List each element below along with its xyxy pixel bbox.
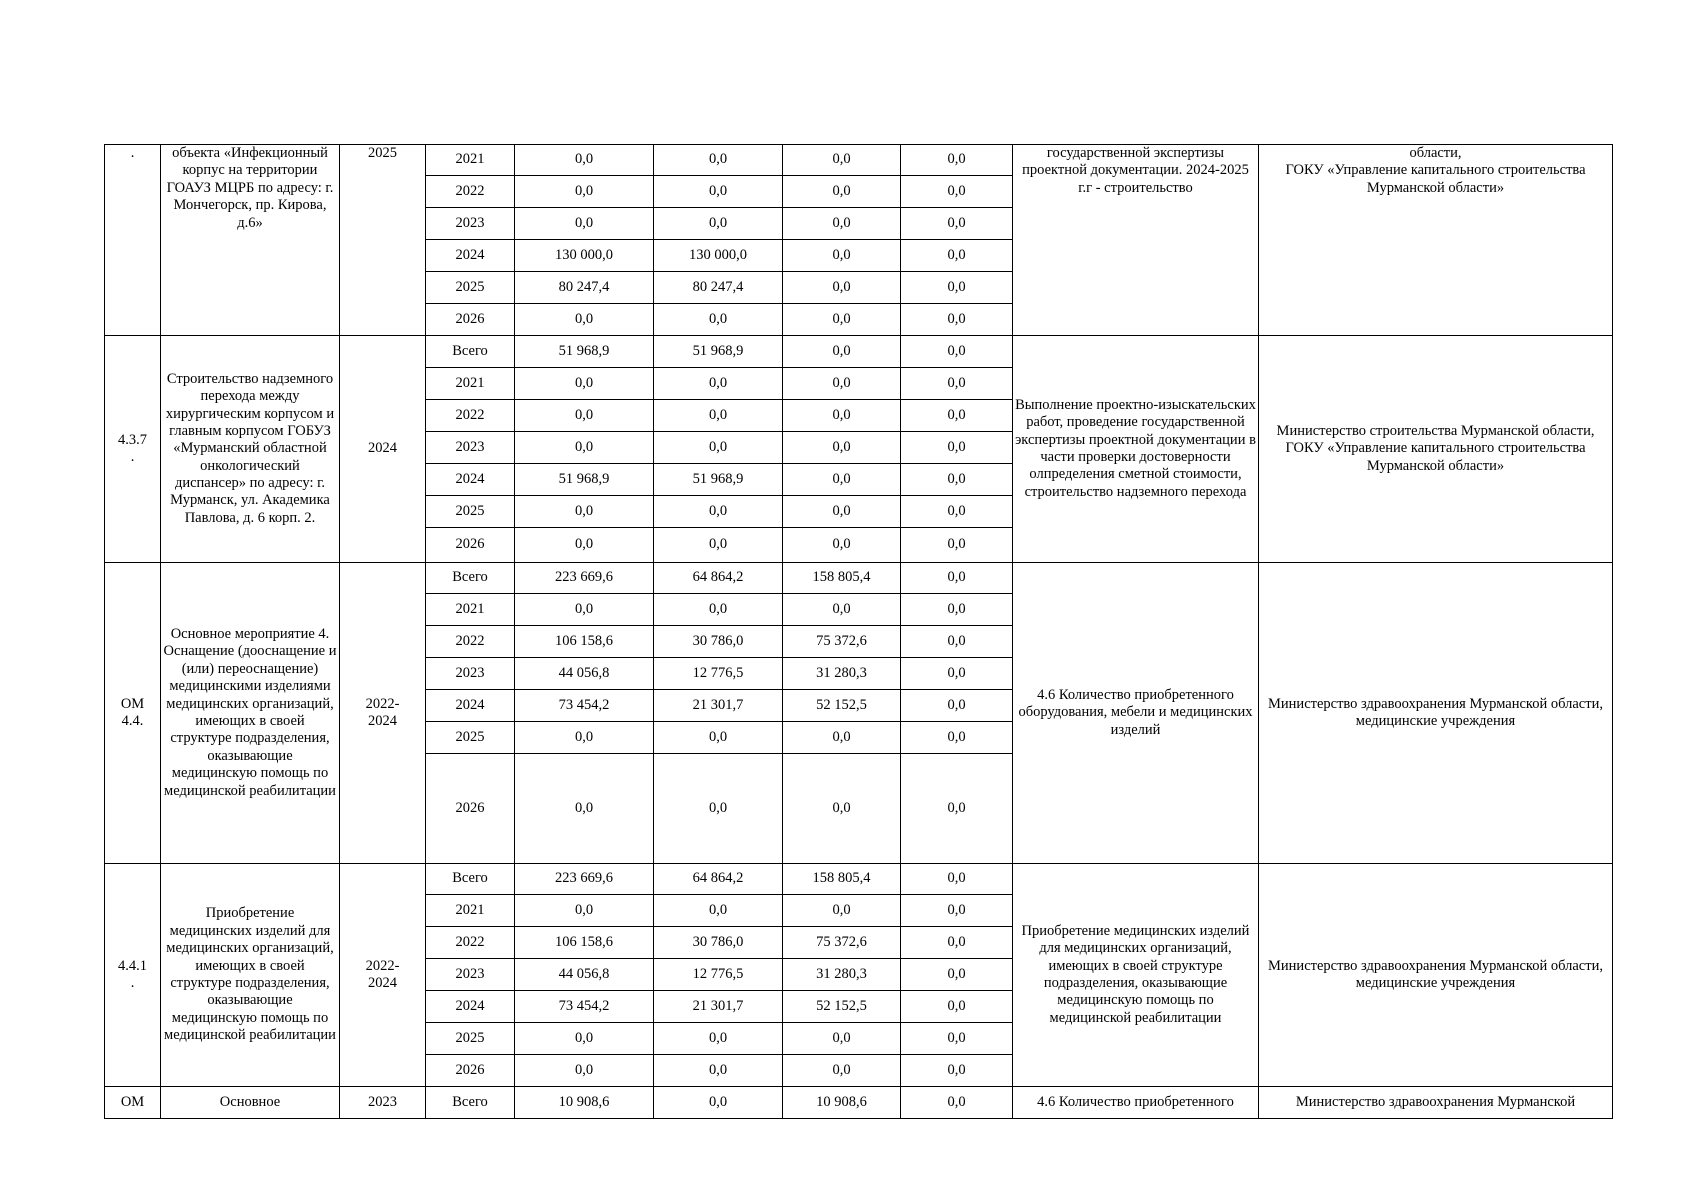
funding-cell-1: 51 968,9 bbox=[654, 336, 783, 368]
year-cell: 2022 bbox=[426, 927, 515, 959]
year-cell: 2022 bbox=[426, 626, 515, 658]
year-cell: 2022 bbox=[426, 400, 515, 432]
funding-cell-1: 64 864,2 bbox=[654, 563, 783, 594]
funding-cell-1: 0,0 bbox=[654, 594, 783, 626]
funding-cell-1: 21 301,7 bbox=[654, 991, 783, 1023]
total-cell: 106 158,6 bbox=[515, 927, 654, 959]
year-cell: 2023 bbox=[426, 658, 515, 690]
total-cell: 0,0 bbox=[515, 304, 654, 336]
table-row bbox=[105, 336, 1613, 368]
year-cell: 2024 bbox=[426, 690, 515, 722]
funding-cell-2: 0,0 bbox=[783, 272, 901, 304]
year-cell: 2021 bbox=[426, 594, 515, 626]
item-number-cell: 4.4.1 . bbox=[105, 864, 161, 1087]
period-cell: 2024 bbox=[340, 336, 426, 563]
year-cell: 2026 bbox=[426, 754, 515, 864]
total-cell: 44 056,8 bbox=[515, 658, 654, 690]
total-cell: 0,0 bbox=[515, 145, 654, 176]
funding-cell-1: 30 786,0 bbox=[654, 626, 783, 658]
total-cell: 73 454,2 bbox=[515, 690, 654, 722]
item-name-cell: объекта «Инфекционный корпус на территории ГОАУЗ МЦРБ по адресу: г. Мончегорск, пр. Кирова, д.6» bbox=[161, 145, 340, 336]
executor-cell: области, ГОКУ «Управление капитального строительства Мурманской области» bbox=[1259, 145, 1613, 336]
item-number-cell: ОМ 4.4. bbox=[105, 563, 161, 864]
total-cell: 44 056,8 bbox=[515, 959, 654, 991]
item-number-cell: 4.3.7 . bbox=[105, 336, 161, 563]
funding-cell-2: 0,0 bbox=[783, 432, 901, 464]
total-cell: 0,0 bbox=[515, 594, 654, 626]
period-cell: 2025 bbox=[340, 145, 426, 336]
funding-cell-2: 0,0 bbox=[783, 400, 901, 432]
year-cell: 2025 bbox=[426, 496, 515, 528]
funding-cell-1: 0,0 bbox=[654, 1087, 783, 1119]
funding-cell-1: 30 786,0 bbox=[654, 927, 783, 959]
total-cell: 223 669,6 bbox=[515, 563, 654, 594]
funding-cell-1: 0,0 bbox=[654, 1023, 783, 1055]
funding-cell-1: 21 301,7 bbox=[654, 690, 783, 722]
total-cell: 106 158,6 bbox=[515, 626, 654, 658]
funding-cell-1: 0,0 bbox=[654, 754, 783, 864]
year-cell: 2023 bbox=[426, 959, 515, 991]
year-cell: 2025 bbox=[426, 1023, 515, 1055]
total-cell: 0,0 bbox=[515, 1055, 654, 1087]
item-name-cell: Приобретение медицинских изделий для медицинских организаций, имеющих в своей структуре подразделения, оказывающие медицинскую помощь по медицинской реабилитации bbox=[161, 864, 340, 1087]
funding-cell-3: 0,0 bbox=[901, 1087, 1013, 1119]
funding-cell-2: 31 280,3 bbox=[783, 658, 901, 690]
total-cell: 0,0 bbox=[515, 754, 654, 864]
item-name-cell: Основное bbox=[161, 1087, 340, 1119]
total-cell: 0,0 bbox=[515, 400, 654, 432]
total-cell: 0,0 bbox=[515, 432, 654, 464]
total-cell: 73 454,2 bbox=[515, 991, 654, 1023]
year-cell: 2026 bbox=[426, 1055, 515, 1087]
funding-cell-2: 75 372,6 bbox=[783, 626, 901, 658]
funding-cell-2: 158 805,4 bbox=[783, 864, 901, 895]
funding-cell-2: 0,0 bbox=[783, 895, 901, 927]
total-cell: 0,0 bbox=[515, 1023, 654, 1055]
funding-cell-2: 0,0 bbox=[783, 176, 901, 208]
funding-cell-1: 0,0 bbox=[654, 1055, 783, 1087]
funding-cell-1: 51 968,9 bbox=[654, 464, 783, 496]
result-cell: Выполнение проектно-изыскательских работ, проведение государственной экспертизы проектной документации в части проверки достоверности олпределения сметной стоимости, строительство надземного перехода bbox=[1013, 336, 1259, 563]
total-cell: 51 968,9 bbox=[515, 336, 654, 368]
executor-cell: Министерство здравоохранения Мурманской области, медицинские учреждения bbox=[1259, 563, 1613, 864]
funding-cell-1: 0,0 bbox=[654, 368, 783, 400]
funding-cell-2: 75 372,6 bbox=[783, 927, 901, 959]
funding-cell-3: 0,0 bbox=[901, 432, 1013, 464]
funding-cell-1: 0,0 bbox=[654, 432, 783, 464]
funding-cell-3: 0,0 bbox=[901, 895, 1013, 927]
item-name-cell: Основное мероприятие 4. Оснащение (дооснащение и (или) переоснащение) медицинскими изделиями медицинских организаций, имеющих в своей структуре подразделения, оказывающие медицинскую помощь по медицинской реабилитации bbox=[161, 563, 340, 864]
funding-cell-3: 0,0 bbox=[901, 272, 1013, 304]
funding-cell-2: 0,0 bbox=[783, 145, 901, 176]
funding-cell-1: 0,0 bbox=[654, 496, 783, 528]
year-cell: Всего bbox=[426, 864, 515, 895]
period-cell: 2022- 2024 bbox=[340, 563, 426, 864]
item-number-cell: . bbox=[105, 145, 161, 336]
year-cell: 2021 bbox=[426, 368, 515, 400]
funding-cell-3: 0,0 bbox=[901, 176, 1013, 208]
year-cell: Всего bbox=[426, 1087, 515, 1119]
total-cell: 0,0 bbox=[515, 895, 654, 927]
item-number-cell: ОМ bbox=[105, 1087, 161, 1119]
total-cell: 10 908,6 bbox=[515, 1087, 654, 1119]
result-cell: Приобретение медицинских изделий для медицинских организаций, имеющих в своей структуре подразделения, оказывающие медицинскую помощь по медицинской реабилитации bbox=[1013, 864, 1259, 1087]
funding-cell-3: 0,0 bbox=[901, 754, 1013, 864]
funding-cell-2: 158 805,4 bbox=[783, 563, 901, 594]
funding-cell-1: 12 776,5 bbox=[654, 658, 783, 690]
funding-cell-3: 0,0 bbox=[901, 991, 1013, 1023]
total-cell: 0,0 bbox=[515, 176, 654, 208]
period-cell: 2022- 2024 bbox=[340, 864, 426, 1087]
funding-cell-1: 130 000,0 bbox=[654, 240, 783, 272]
table-row bbox=[105, 563, 1613, 594]
funding-cell-2: 0,0 bbox=[783, 1055, 901, 1087]
funding-cell-1: 64 864,2 bbox=[654, 864, 783, 895]
year-cell: 2023 bbox=[426, 208, 515, 240]
funding-cell-1: 80 247,4 bbox=[654, 272, 783, 304]
year-cell: Всего bbox=[426, 336, 515, 368]
funding-cell-3: 0,0 bbox=[901, 563, 1013, 594]
funding-cell-2: 52 152,5 bbox=[783, 690, 901, 722]
funding-cell-2: 0,0 bbox=[783, 336, 901, 368]
item-name-cell: Строительство надземного перехода между хирургическим корпусом и главным корпусом ГОБУЗ «Мурманский областной онкологический диспансер» по адресу: г. Мурманск, ул. Академика Павлова, д. 6 корп. 2. bbox=[161, 336, 340, 563]
year-cell: 2024 bbox=[426, 240, 515, 272]
total-cell: 0,0 bbox=[515, 368, 654, 400]
year-cell: 2025 bbox=[426, 272, 515, 304]
funding-cell-3: 0,0 bbox=[901, 626, 1013, 658]
total-cell: 0,0 bbox=[515, 528, 654, 563]
funding-cell-1: 0,0 bbox=[654, 400, 783, 432]
total-cell: 51 968,9 bbox=[515, 464, 654, 496]
table-body bbox=[105, 145, 1613, 1119]
funding-cell-3: 0,0 bbox=[901, 658, 1013, 690]
total-cell: 0,0 bbox=[515, 496, 654, 528]
funding-cell-2: 0,0 bbox=[783, 240, 901, 272]
result-cell: 4.6 Количество приобретенного оборудования, мебели и медицинских изделий bbox=[1013, 563, 1259, 864]
year-cell: 2024 bbox=[426, 464, 515, 496]
funding-cell-1: 0,0 bbox=[654, 145, 783, 176]
year-cell: 2026 bbox=[426, 304, 515, 336]
result-cell: государственной экспертизы проектной документации. 2024-2025 г.г - строительство bbox=[1013, 145, 1259, 336]
funding-cell-3: 0,0 bbox=[901, 240, 1013, 272]
funding-cell-2: 0,0 bbox=[783, 496, 901, 528]
period-cell: 2023 bbox=[340, 1087, 426, 1119]
funding-cell-2: 0,0 bbox=[783, 754, 901, 864]
funding-cell-3: 0,0 bbox=[901, 304, 1013, 336]
funding-cell-1: 0,0 bbox=[654, 722, 783, 754]
funding-cell-2: 0,0 bbox=[783, 1023, 901, 1055]
year-cell: 2022 bbox=[426, 176, 515, 208]
funding-cell-3: 0,0 bbox=[901, 336, 1013, 368]
executor-cell: Министерство здравоохранения Мурманской области, медицинские учреждения bbox=[1259, 864, 1613, 1087]
funding-cell-1: 0,0 bbox=[654, 895, 783, 927]
funding-cell-3: 0,0 bbox=[901, 722, 1013, 754]
year-cell: Всего bbox=[426, 563, 515, 594]
program-activities-table bbox=[104, 144, 1613, 1119]
funding-cell-3: 0,0 bbox=[901, 864, 1013, 895]
funding-cell-2: 0,0 bbox=[783, 528, 901, 563]
year-cell: 2023 bbox=[426, 432, 515, 464]
funding-cell-3: 0,0 bbox=[901, 368, 1013, 400]
funding-cell-1: 0,0 bbox=[654, 176, 783, 208]
year-cell: 2026 bbox=[426, 528, 515, 563]
funding-cell-3: 0,0 bbox=[901, 145, 1013, 176]
funding-cell-3: 0,0 bbox=[901, 927, 1013, 959]
executor-cell: Министерство строительства Мурманской области, ГОКУ «Управление капитального строительства Мурманской области» bbox=[1259, 336, 1613, 563]
funding-cell-2: 0,0 bbox=[783, 594, 901, 626]
funding-cell-3: 0,0 bbox=[901, 1023, 1013, 1055]
funding-cell-3: 0,0 bbox=[901, 959, 1013, 991]
funding-cell-2: 0,0 bbox=[783, 368, 901, 400]
funding-cell-1: 0,0 bbox=[654, 304, 783, 336]
funding-cell-3: 0,0 bbox=[901, 690, 1013, 722]
funding-cell-3: 0,0 bbox=[901, 528, 1013, 563]
funding-cell-2: 0,0 bbox=[783, 208, 901, 240]
funding-cell-2: 0,0 bbox=[783, 304, 901, 336]
funding-cell-1: 12 776,5 bbox=[654, 959, 783, 991]
total-cell: 80 247,4 bbox=[515, 272, 654, 304]
total-cell: 130 000,0 bbox=[515, 240, 654, 272]
executor-cell: Министерство здравоохранения Мурманской bbox=[1259, 1087, 1613, 1119]
table-row bbox=[105, 145, 1613, 176]
year-cell: 2024 bbox=[426, 991, 515, 1023]
funding-cell-1: 0,0 bbox=[654, 528, 783, 563]
funding-cell-2: 52 152,5 bbox=[783, 991, 901, 1023]
result-cell: 4.6 Количество приобретенного bbox=[1013, 1087, 1259, 1119]
year-cell: 2021 bbox=[426, 895, 515, 927]
year-cell: 2025 bbox=[426, 722, 515, 754]
table-row bbox=[105, 1087, 1613, 1119]
funding-cell-3: 0,0 bbox=[901, 1055, 1013, 1087]
funding-cell-2: 0,0 bbox=[783, 722, 901, 754]
funding-cell-3: 0,0 bbox=[901, 496, 1013, 528]
table-row bbox=[105, 864, 1613, 895]
funding-cell-2: 10 908,6 bbox=[783, 1087, 901, 1119]
year-cell: 2021 bbox=[426, 145, 515, 176]
funding-cell-3: 0,0 bbox=[901, 594, 1013, 626]
total-cell: 0,0 bbox=[515, 722, 654, 754]
funding-cell-1: 0,0 bbox=[654, 208, 783, 240]
total-cell: 0,0 bbox=[515, 208, 654, 240]
funding-cell-3: 0,0 bbox=[901, 464, 1013, 496]
total-cell: 223 669,6 bbox=[515, 864, 654, 895]
funding-cell-3: 0,0 bbox=[901, 400, 1013, 432]
funding-cell-2: 0,0 bbox=[783, 464, 901, 496]
funding-cell-3: 0,0 bbox=[901, 208, 1013, 240]
funding-cell-2: 31 280,3 bbox=[783, 959, 901, 991]
